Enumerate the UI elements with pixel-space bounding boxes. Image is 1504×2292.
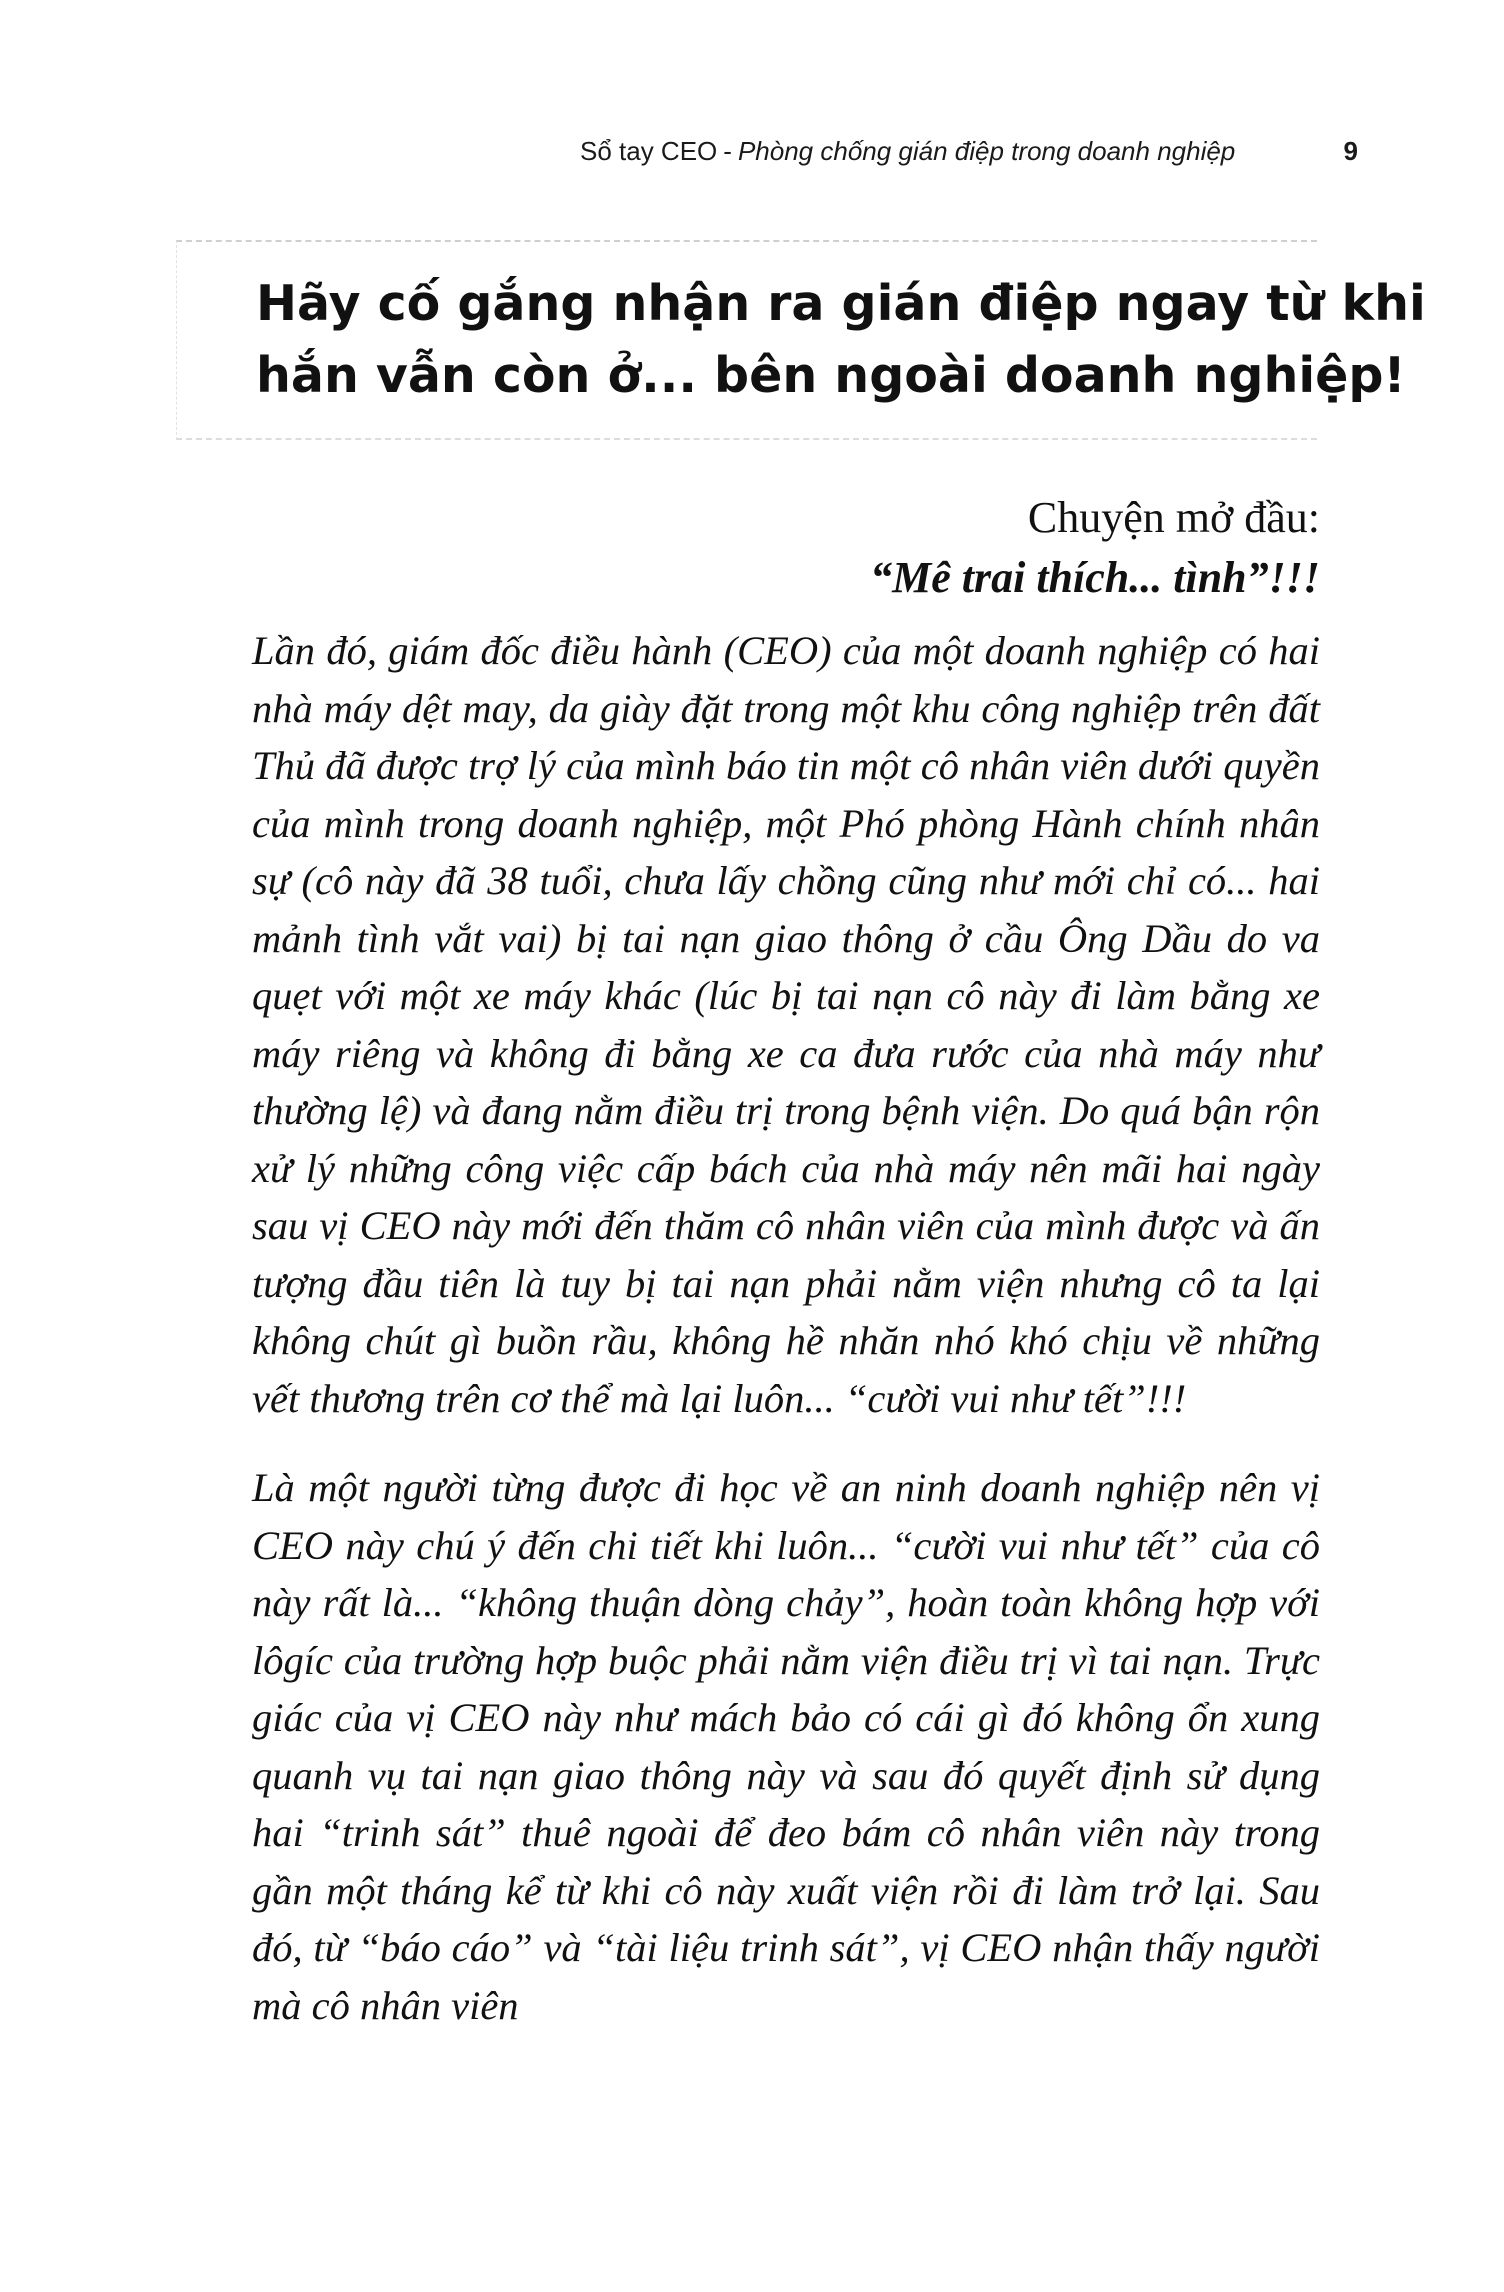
- chapter-title-line-1: Hãy cố gắng nhận ra gián điệp ngay từ khi: [256, 275, 1426, 332]
- chapter-title: [256, 268, 1426, 412]
- header-separator: -: [723, 136, 732, 166]
- book-title: Sổ tay CEO: [580, 136, 718, 166]
- paragraph-2: Là một người từng được đi học về an ninh doanh nghiệp nên vị CEO này chú ý đến chi tiết khi luôn... “cười vui như tết” của cô này rất là... “không thuận dòng chảy”, hoàn toàn không hợp với lôgíc của trường hợp buộc phải nằm viện điều trị vì tai nạn. Trực giác của vị CEO này như mách bảo có cái gì đó không ổn xung quanh vụ tai nạn giao thông này và sau đó quyết định sử dụng hai “trinh sát” thuê ngoài để đeo bám cô nhân viên này trong gần một tháng kể từ khi cô này xuất viện rồi đi làm trở lại. Sau đó, từ “báo cáo” và “tài liệu trinh sát”, vị CEO nhận thấy người mà cô nhân viên: [252, 1465, 1320, 2028]
- story-label: Chuyện mở đầu:: [1027, 493, 1320, 542]
- body-text: [252, 622, 1320, 2066]
- story-heading: [870, 488, 1320, 608]
- paragraph-1: Lần đó, giám đốc điều hành (CEO) của một doanh nghiệp có hai nhà máy dệt may, da giày đặt trong một khu công nghiệp trên đất Thủ đã được trợ lý của mình báo tin một cô nhân viên dưới quyền của mình trong doanh nghiệp, một Phó phòng Hành chính nhân sự (cô này đã 38 tuổi, chưa lấy chồng cũng như mới chỉ có... hai mảnh tình vắt vai) bị tai nạn giao thông ở cầu Ông Dầu do va quẹt với một xe máy khác (lúc bị tai nạn cô này đi làm bằng xe máy riêng và không đi bằng xe ca đưa rước của nhà máy như thường lệ) và đang nằm điều trị trong bệnh viện. Do quá bận rộn xử lý những công việc cấp bách của nhà máy nên mãi hai ngày sau vị CEO này mới đến thăm cô nhân viên của mình được và ấn tượng đầu tiên là tuy bị tai nạn phải nằm viện nhưng cô ta lại không chút gì buồn rầu, không hề nhăn nhó khó chịu về những vết thương trên cơ thể mà lại luôn... “cười vui như tết”!!!: [252, 628, 1320, 1421]
- running-header: [580, 136, 1400, 176]
- chapter-title-line-2: hắn vẫn còn ở... bên ngoài doanh nghiệp!: [256, 347, 1406, 404]
- page-number: 9: [1343, 136, 1358, 166]
- book-subtitle: Phòng chống gián điệp trong doanh nghiệp: [737, 136, 1236, 166]
- story-title: “Mê trai thích... tình”!!!: [870, 553, 1320, 602]
